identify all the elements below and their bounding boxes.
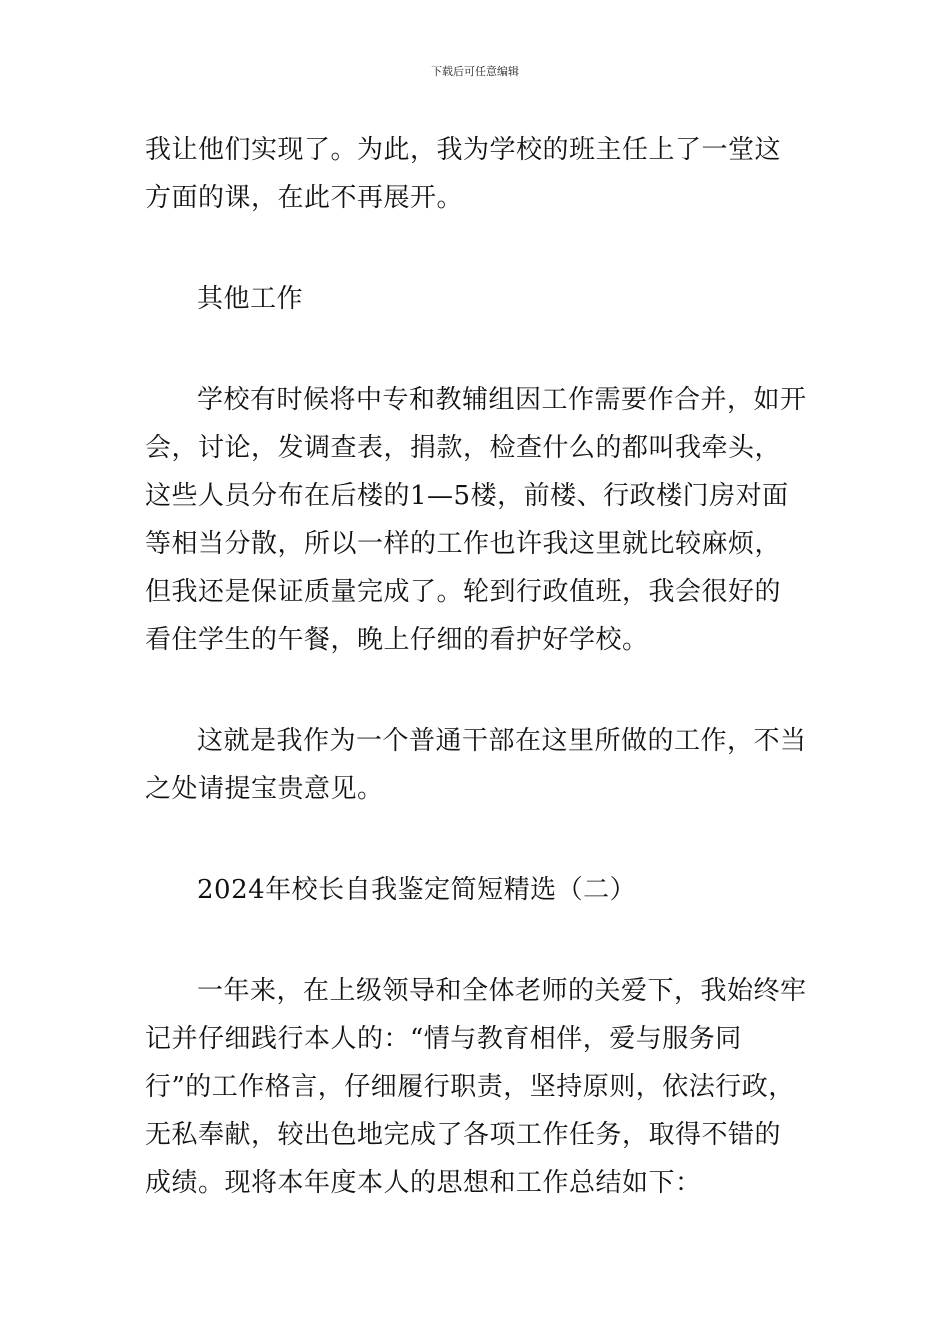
section-heading-other-work: 其他工作	[197, 284, 304, 314]
page-header-note: 下载后可任意编辑	[431, 65, 519, 78]
document-title-part-two: 2024年校长自我鉴定简短精选（二）	[197, 875, 637, 905]
paragraph-spacer	[145, 664, 807, 717]
paragraph-other-work: 学校有时候将中专和教辅组因工作需要作合并，如开会，讨论，发调查表，捐款，检查什么的都叫我牵头，这些人员分布在后楼的1—5楼，前楼、行政楼门房对面等相当分散，所以一样的工作也许我这里就比较麻烦，但我还是保证质量完成了。轮到行政值班，我会很好的看住学生的午餐，晚上仔细的看护好学校。	[145, 385, 807, 655]
paragraph-spacer	[145, 222, 807, 275]
paragraph-closing: 这就是我作为一个普通干部在这里所做的工作，不当之处请提宝贵意见。	[145, 726, 807, 804]
paragraph-continuation: 我让他们实现了。为此，我为学校的班主任上了一堂这方面的课，在此不再展开。	[145, 135, 782, 213]
paragraph-spacer	[145, 813, 807, 866]
paragraph-spacer	[145, 914, 807, 967]
paragraph-spacer	[145, 323, 807, 376]
paragraph-intro-part-two: 一年来，在上级领导和全体老师的关爱下，我始终牢记并仔细践行本人的：“情与教育相伴，爱与服务同行”的工作格言，仔细履行职责，坚持原则，依法行政，无私奉献，较出色地完成了各项工作任务，取得不错的成绩。现将本年度本人的思想和工作总结如下：	[145, 976, 807, 1198]
document-body	[145, 126, 807, 1207]
